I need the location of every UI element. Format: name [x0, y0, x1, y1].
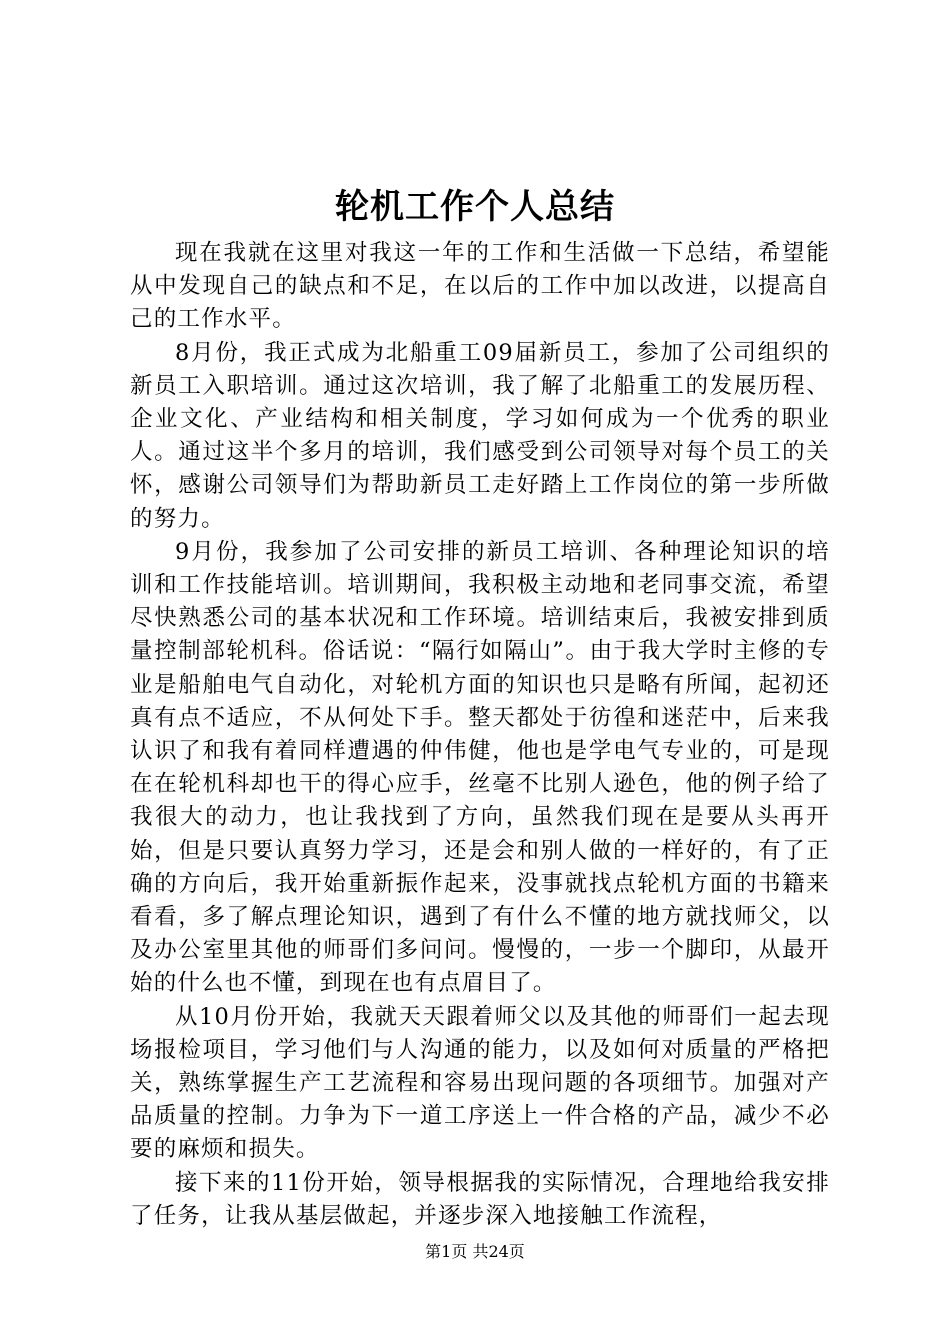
paragraph: 9月份，我参加了公司安排的新员工培训、各种理论知识的培训和工作技能培训。培训期间，我积极主动地和老同事交流，希望尽快熟悉公司的基本状况和工作环境。培训结束后，我被安排到质量控制部轮机科。俗话说：“隔行如隔山”。由于我大学时主修的专业是船舶电气自动化，对轮机方面的知识也只是略有所闻，起初还真有点不适应，不从何处下手。整天都处于彷徨和迷茫中，后来我认识了和我有着同样遭遇的仲伟健，他也是学电气专业的，可是现在在轮机科却也干的得心应手，丝毫不比别人逊色，他的例子给了我很大的动力，也让我找到了方向，虽然我们现在是要从头再开始，但是只要认真努力学习，还是会和别人做的一样好的，有了正确的方向后，我开始重新振作起来，没事就找点轮机方面的书籍来看看，多了解点理论知识，遇到了有什么不懂的地方就找师父，以及办公室里其他的师哥们多问问。慢慢的，一步一个脚印，从最开始的什么也不懂，到现在也有点眉目了。 — [130, 538, 830, 997]
document-title: 轮机工作个人总结 — [335, 187, 615, 227]
paragraph: 接下来的11份开始，领导根据我的实际情况，合理地给我安排了任务，让我从基层做起，并逐步深入地接触工作流程， — [130, 1169, 830, 1229]
paragraph: 8月份，我正式成为北船重工09届新员工，参加了公司组织的新员工入职培训。通过这次培训，我了解了北船重工的发展历程、企业文化、产业结构和相关制度，学习如何成为一个优秀的职业人。通过这半个多月的培训，我们感受到公司领导对每个员工的关怀，感谢公司领导们为帮助新员工走好踏上工作岗位的第一步所做的努力。 — [130, 339, 830, 532]
document-body — [130, 237, 830, 1233]
paragraph: 从10月份开始，我就天天跟着师父以及其他的师哥们一起去现场报检项目，学习他们与人沟通的能力，以及如何对质量的严格把关，熟练掌握生产工艺流程和容易出现问题的各项细节。加强对产品质量的控制。力争为下一道工序送上一件合格的产品，减少不必要的麻烦和损失。 — [130, 1003, 830, 1163]
paragraph: 现在我就在这里对我这一年的工作和生活做一下总结，希望能从中发现自己的缺点和不足，在以后的工作中加以改进，以提高自己的工作水平。 — [130, 240, 830, 333]
page-footer: 第1页 共24页 — [425, 1242, 525, 1261]
